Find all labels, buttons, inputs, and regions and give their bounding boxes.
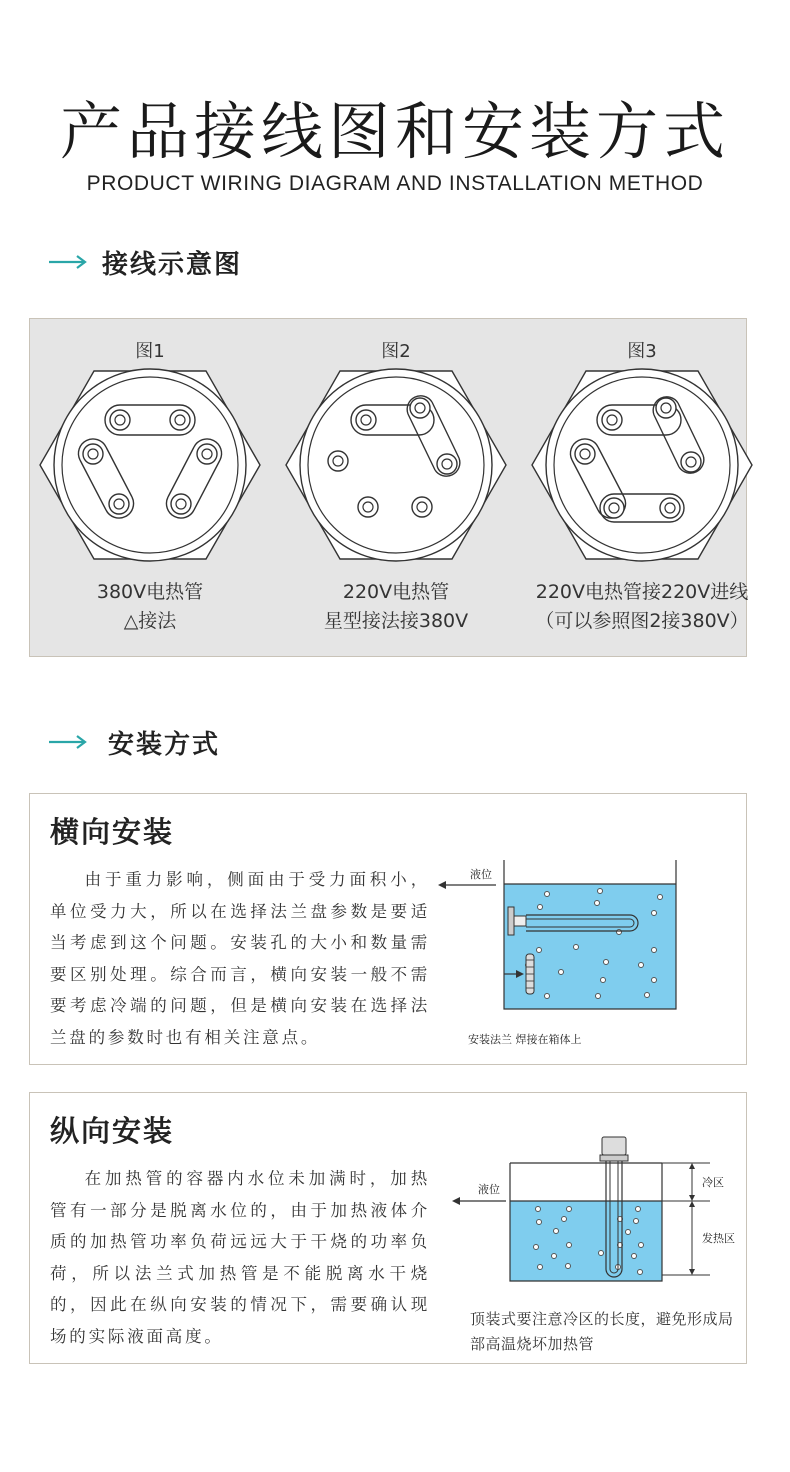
right-arrow-icon xyxy=(48,254,88,270)
caption-line-1: 220V电热管接220V进线 xyxy=(535,581,749,603)
star-wiring-diagram xyxy=(282,367,510,563)
liquid-level-label: 液位 xyxy=(470,868,492,881)
caption-line-2: 星型接法接380V xyxy=(323,610,469,632)
caption-line-2: △接法 xyxy=(123,610,177,632)
vertical-install-diagram xyxy=(440,1135,740,1285)
parallel-wiring-diagram xyxy=(528,367,756,563)
vertical-install-title: 纵向安装 xyxy=(50,1114,175,1148)
liquid-level-label: 液位 xyxy=(478,1183,500,1196)
vertical-install-note: 顶装式要注意冷区的长度，避免形成局部高温烧坏加热管 xyxy=(470,1310,734,1353)
cold-zone-label: 冷区 xyxy=(702,1176,724,1189)
wiring-figure-3 xyxy=(522,319,762,658)
figure-caption xyxy=(266,578,526,636)
flange-label: 安装法兰 焊接在箱体上 xyxy=(468,1033,582,1046)
page-title: 产品接线图和安装方式 xyxy=(59,95,730,168)
figure-label: 图1 xyxy=(135,341,165,362)
right-arrow-icon xyxy=(48,734,88,750)
vertical-install-card xyxy=(29,1092,747,1364)
section-heading-install xyxy=(48,724,220,760)
caption-line-1: 220V电热管 xyxy=(342,581,450,603)
horizontal-install-title: 横向安装 xyxy=(50,815,175,849)
figure-caption xyxy=(20,578,280,636)
horizontal-install-diagram xyxy=(430,852,730,1052)
figure-caption xyxy=(512,578,772,636)
vertical-install-text: 在加热管的容器内水位未加满时，加热管有一部分是脱离水位的，由于加热液体介质的加热管功率负荷远远大于干烧的功率负荷，所以法兰式加热管是不能脱离水干烧的，因此在纵向安装的情况下，需要确认现场的实际液面高度。 xyxy=(50,1169,430,1346)
horizontal-install-card xyxy=(29,793,747,1065)
figure-label: 图2 xyxy=(381,341,411,362)
caption-line-1: 380V电热管 xyxy=(96,581,204,603)
wiring-figure-2 xyxy=(276,319,516,658)
figure-label: 图3 xyxy=(627,341,657,362)
heat-zone-label: 发热区 xyxy=(702,1232,735,1245)
section-title-install: 安装方式 xyxy=(108,729,221,760)
page-subtitle: PRODUCT WIRING DIAGRAM AND INSTALLATION METHOD xyxy=(86,172,704,195)
section-heading-wiring xyxy=(48,244,242,280)
wiring-diagram-panel xyxy=(29,318,747,657)
delta-wiring-diagram xyxy=(36,367,264,563)
caption-line-2: （可以参照图2接380V） xyxy=(535,610,749,632)
horizontal-install-text: 由于重力影响，侧面由于受力面积小，单位受力大，所以在选择法兰盘参数是要适当考虑到这个问题。安装孔的大小和数量需要区别处理。综合而言，横向安装一般不需要考虑冷端的问题，但是横向安装在选择法兰盘的参数时也有相关注意点。 xyxy=(50,870,430,1047)
wiring-figure-1 xyxy=(30,319,270,658)
section-title-wiring: 接线示意图 xyxy=(102,249,243,280)
